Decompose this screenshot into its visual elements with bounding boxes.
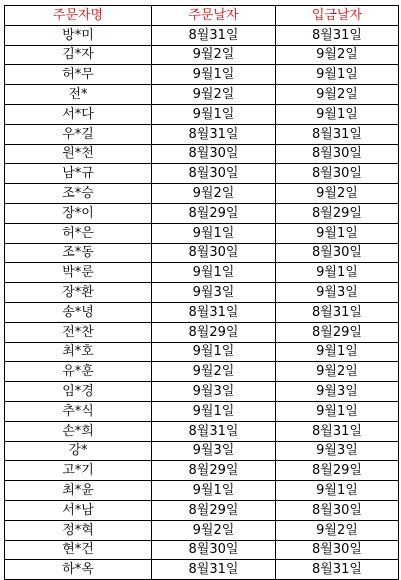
order-date-cell: 8월30일 xyxy=(152,243,276,263)
order-date-cell: 8월31일 xyxy=(152,560,276,580)
orderer-name-cell: 김*자 xyxy=(5,45,152,65)
payment-date-cell: 8월31일 xyxy=(276,25,399,45)
payment-table xyxy=(4,5,399,580)
payment-date-cell: 9월1일 xyxy=(276,263,399,283)
payment-date-cell: 9월2일 xyxy=(276,45,399,65)
payment-date-cell: 9월2일 xyxy=(276,184,399,204)
orderer-name-cell: 허*은 xyxy=(5,223,152,243)
table-row xyxy=(5,263,399,283)
table-row xyxy=(5,540,399,560)
table-row xyxy=(5,560,399,580)
table-row xyxy=(5,85,399,105)
payment-date-cell: 9월2일 xyxy=(276,362,399,382)
orderer-name-cell: 박*룬 xyxy=(5,263,152,283)
orderer-name-cell: 전* xyxy=(5,85,152,105)
orderer-name-cell: 허*무 xyxy=(5,65,152,85)
table-row xyxy=(5,184,399,204)
orderer-name-cell: 조*승 xyxy=(5,184,152,204)
orderer-name-cell: 최*윤 xyxy=(5,481,152,501)
order-date-cell: 9월3일 xyxy=(152,382,276,402)
orderer-name-cell: 고*기 xyxy=(5,461,152,481)
table-row xyxy=(5,223,399,243)
orderer-name-cell: 전*찬 xyxy=(5,322,152,342)
table-row xyxy=(5,104,399,124)
orderer-name-cell: 남*규 xyxy=(5,164,152,184)
table-row xyxy=(5,481,399,501)
orderer-name-cell: 방*미 xyxy=(5,25,152,45)
table-row xyxy=(5,164,399,184)
order-date-cell: 9월3일 xyxy=(152,441,276,461)
order-date-cell: 8월29일 xyxy=(152,461,276,481)
order-date-cell: 9월1일 xyxy=(152,223,276,243)
order-date-cell: 8월31일 xyxy=(152,124,276,144)
table-row xyxy=(5,144,399,164)
payment-date-cell: 8월30일 xyxy=(276,164,399,184)
table-row xyxy=(5,322,399,342)
order-date-cell: 9월2일 xyxy=(152,362,276,382)
order-date-cell: 9월1일 xyxy=(152,342,276,362)
payment-date-cell: 9월1일 xyxy=(276,342,399,362)
orderer-name-cell: 최*호 xyxy=(5,342,152,362)
order-date-cell: 8월29일 xyxy=(152,322,276,342)
table-row xyxy=(5,362,399,382)
orderer-name-cell: 서*다 xyxy=(5,104,152,124)
payment-date-cell: 8월30일 xyxy=(276,144,399,164)
order-date-cell: 9월1일 xyxy=(152,104,276,124)
payment-date-cell: 9월1일 xyxy=(276,104,399,124)
order-date-cell: 9월2일 xyxy=(152,520,276,540)
payment-date-cell: 8월31일 xyxy=(276,421,399,441)
table-row xyxy=(5,441,399,461)
payment-date-cell: 8월31일 xyxy=(276,560,399,580)
table-row xyxy=(5,401,399,421)
order-date-cell: 9월2일 xyxy=(152,45,276,65)
orderer-name-cell: 우*길 xyxy=(5,124,152,144)
payment-date-cell: 9월3일 xyxy=(276,441,399,461)
table-row xyxy=(5,421,399,441)
table-row xyxy=(5,520,399,540)
table-row xyxy=(5,25,399,45)
payment-date-cell: 8월29일 xyxy=(276,461,399,481)
table-row xyxy=(5,203,399,223)
payment-date-cell: 8월30일 xyxy=(276,500,399,520)
payment-date-cell: 9월3일 xyxy=(276,382,399,402)
order-date-cell: 8월30일 xyxy=(152,164,276,184)
order-date-cell: 9월2일 xyxy=(152,184,276,204)
table-row xyxy=(5,302,399,322)
order-date-cell: 8월29일 xyxy=(152,203,276,223)
payment-date-cell: 8월30일 xyxy=(276,540,399,560)
order-date-cell: 8월31일 xyxy=(152,302,276,322)
table-row xyxy=(5,461,399,481)
payment-date-cell: 8월30일 xyxy=(276,243,399,263)
order-date-cell: 9월1일 xyxy=(152,401,276,421)
order-date-cell: 8월30일 xyxy=(152,540,276,560)
payment-date-cell: 9월1일 xyxy=(276,223,399,243)
payment-date-cell: 9월1일 xyxy=(276,481,399,501)
order-date-cell: 8월31일 xyxy=(152,25,276,45)
table-row xyxy=(5,243,399,263)
table-body xyxy=(5,25,399,579)
table-row xyxy=(5,124,399,144)
payment-date-cell: 8월29일 xyxy=(276,203,399,223)
order-date-cell: 8월31일 xyxy=(152,421,276,441)
order-date-cell: 9월1일 xyxy=(152,65,276,85)
payment-date-cell: 9월1일 xyxy=(276,65,399,85)
orderer-name-cell: 강* xyxy=(5,441,152,461)
order-date-cell: 9월1일 xyxy=(152,263,276,283)
table-row xyxy=(5,65,399,85)
orderer-name-cell: 유*훈 xyxy=(5,362,152,382)
order-date-cell: 8월30일 xyxy=(152,144,276,164)
orderer-name-cell: 서*남 xyxy=(5,500,152,520)
header-order-date: 주문날자 xyxy=(152,6,276,26)
order-date-cell: 9월2일 xyxy=(152,85,276,105)
orderer-name-cell: 현*건 xyxy=(5,540,152,560)
orderer-name-cell: 정*혁 xyxy=(5,520,152,540)
payment-date-cell: 9월2일 xyxy=(276,520,399,540)
order-date-cell: 9월1일 xyxy=(152,481,276,501)
table-row xyxy=(5,283,399,303)
table-row xyxy=(5,382,399,402)
orderer-name-cell: 장*환 xyxy=(5,283,152,303)
header-orderer-name: 주문자명 xyxy=(5,6,152,26)
payment-date-cell: 8월31일 xyxy=(276,302,399,322)
orderer-name-cell: 조*동 xyxy=(5,243,152,263)
header-payment-date: 입금날자 xyxy=(276,6,399,26)
payment-date-cell: 9월2일 xyxy=(276,85,399,105)
table-row xyxy=(5,45,399,65)
table-row xyxy=(5,500,399,520)
orderer-name-cell: 원*천 xyxy=(5,144,152,164)
table-row xyxy=(5,342,399,362)
orderer-name-cell: 추*식 xyxy=(5,401,152,421)
payment-date-cell: 9월1일 xyxy=(276,401,399,421)
payment-date-cell: 8월31일 xyxy=(276,124,399,144)
orderer-name-cell: 하*옥 xyxy=(5,560,152,580)
orderer-name-cell: 장*이 xyxy=(5,203,152,223)
payment-date-cell: 9월3일 xyxy=(276,283,399,303)
orderer-name-cell: 임*경 xyxy=(5,382,152,402)
payment-date-cell: 8월29일 xyxy=(276,322,399,342)
order-date-cell: 8월29일 xyxy=(152,500,276,520)
order-date-cell: 9월3일 xyxy=(152,283,276,303)
orderer-name-cell: 송*녕 xyxy=(5,302,152,322)
orderer-name-cell: 손*희 xyxy=(5,421,152,441)
header-row xyxy=(5,6,399,26)
